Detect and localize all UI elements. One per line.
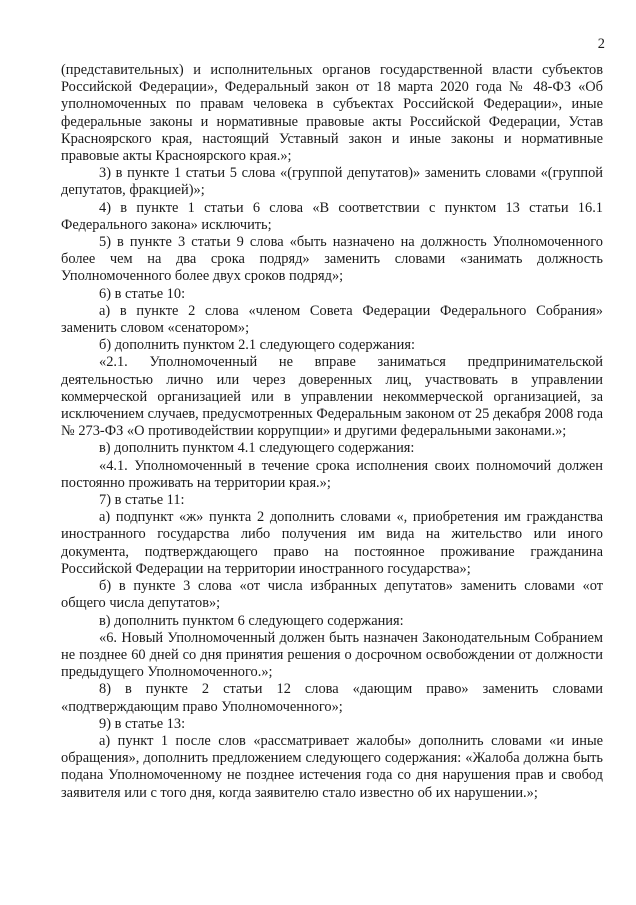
paragraph-item-7: 7) в статье 11: — [99, 492, 185, 509]
paragraph-item-9: 9) в статье 13: — [99, 715, 186, 732]
paragraph-item-6: 6) в статье 10: — [99, 285, 186, 302]
paragraph-quote-6: «6. Новый Уполномоченный должен быть назначен Законодательным Собранием не позднее 60 дней со дня принятия решения о досрочном освобождении от должности предыдущего Уполномоченного.»; — [61, 629, 603, 681]
document-body — [61, 62, 603, 802]
paragraph-continuation: (представительных) и исполнительных органов государственной власти субъектов Российской Федерации», Федеральный закон от 18 марта 2020 года № 48-ФЗ «Об уполномоченных по правам человека в субъектах Российской Федерации», иные федеральные законы и нормативные правовые акты Российской Федерации, Устав Красноярского края, настоящий Уставный закон и иные законы и нормативные правовые акты Красноярского края.»; — [61, 62, 603, 165]
paragraph-item-6v: в) дополнить пунктом 4.1 следующего содержания: — [99, 440, 415, 457]
paragraph-item-5: 5) в пункте 3 статьи 9 слова «быть назначено на должность Уполномоченного более чем на два срока подряд» заменить словами «занимать должность Уполномоченного более двух сроков подряд»; — [61, 234, 603, 285]
paragraph-item-9a: а) пункт 1 после слов «рассматривает жалобы» дополнить словами «и иные обращения», дополнить предложением следующего содержания: «Жалоба должна быть подана Уполномоченному не позднее истечения года со дня нарушения прав и свобод заявителя или с того дня, когда заявителю стало известно об их нарушении.»; — [61, 732, 603, 801]
page-number: 2 — [597, 36, 605, 52]
paragraph-item-8: 8) в пункте 2 статьи 12 слова «дающим право» заменить словами «подтверждающим право Уполномоченного»; — [61, 681, 603, 715]
paragraph-quote-4-1: «4.1. Уполномоченный в течение срока исполнения своих полномочий должен постоянно проживать на территории края.»; — [61, 457, 603, 491]
paragraph-quote-2-1: «2.1. Уполномоченный не вправе заниматься предпринимательской деятельностью лично или через доверенных лиц, участвовать в управлении коммерческой организацией или в управлении некоммерческой организацией, за исключением случаев, предусмотренных Федеральным законом от 25 декабря 2008 года № 273-ФЗ «О противодействии коррупции» и другими федеральными законами.»; — [61, 354, 603, 440]
paragraph-item-3: 3) в пункте 1 статьи 5 слова «(группой депутатов)» заменить словами «(группой депутатов, фракцией)»; — [61, 165, 603, 199]
paragraph-item-7b: б) в пункте 3 слова «от числа избранных депутатов» заменить словами «от общего числа депутатов»; — [61, 578, 603, 612]
paragraph-item-6b: б) дополнить пунктом 2.1 следующего содержания: — [99, 337, 415, 354]
paragraph-item-7v: в) дополнить пунктом 6 следующего содержания: — [99, 612, 404, 629]
paragraph-item-7a: а) подпункт «ж» пункта 2 дополнить словами «, приобретения им гражданства иностранного государства либо получения им вида на жительство или иного документа, подтверждающего право на постоянное проживание гражданина Российской Федерации на территории иностранного государства»; — [61, 509, 603, 577]
paragraph-item-4: 4) в пункте 1 статьи 6 слова «В соответствии с пунктом 13 статьи 16.1 Федерального закона» исключить; — [61, 199, 603, 233]
paragraph-item-6a: а) в пункте 2 слова «членом Совета Федерации Федерального Собрания» заменить словом «сенатором»; — [61, 302, 603, 337]
